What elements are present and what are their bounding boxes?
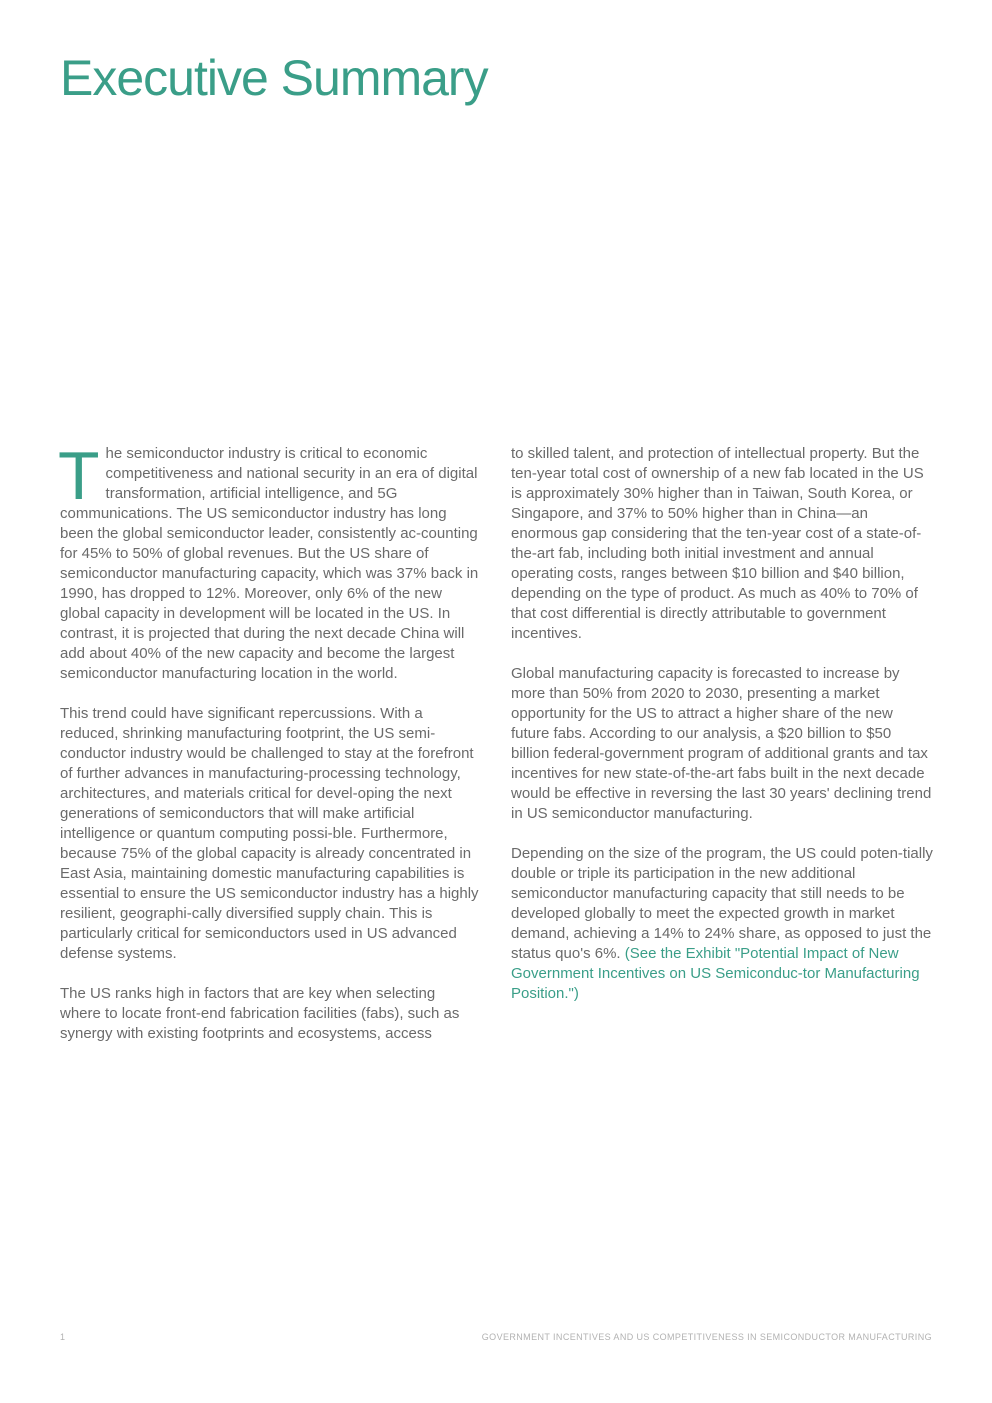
cost-paragraph: to skilled talent, and protection of intellectual property. But the ten-year total cost of ownership of a new fab located in the US is approximately 30% higher than in Taiwan, South Korea, or Singapore, and 37% to 50% higher than in China—an enormous gap considering that the ten-year cost of a state-of-the-art fab, including both initial investment and annual operating costs, ranges between $10 billion and $40 billion, depending on the type of product. As much as 40% to 70% of that cost differential is directly attributable to government incentives. [511,445,924,642]
right-column [511,444,933,1024]
left-column [58,438,480,1064]
ranking-paragraph: The US ranks high in factors that are key when selecting where to locate front-end fabrication facilities (fabs), such as synergy with existing footprints and ecosystems, access [60,985,460,1042]
capacity-paragraph: Global manufacturing capacity is forecasted to increase by more than 50% from 2020 to 2030, presenting a market opportunity for the US to attract a higher share of the new future fabs. According to our analysis, a $20 billion to $50 billion federal-government program of additional grants and tax incentives for new state-of-the-art fabs built in the next decade would be effective in reversing the last 30 years' declining trend in US semiconductor manufacturing. [511,665,932,822]
page-number: 1 [60,1332,66,1342]
page-title: Executive Summary [60,50,488,106]
program-paragraph-text: Depending on the size of the program, the US could poten-tially double or triple its participation in the new additional semiconductor manufacturing capacity that still needs to be developed globally to meet the expected growth in market demand, achieving a 14% to 24% share, as opposed to just the status quo's 6%. [511,845,933,962]
intro-paragraph [58,438,480,684]
drop-cap: T [58,438,100,514]
trend-paragraph: This trend could have significant repercussions. With a reduced, shrinking manufacturing footprint, the US semi-conductor industry would be challenged to stay at the forefront of further advances in manufacturing-processing technology, architectures, and materials critical for devel-oping the next generations of semiconductors that will make artificial intelligence or quantum computing possi-ble. Furthermore, because 75% of the global capacity is already concentrated in East Asia, maintaining domestic manufacturing capabilities is essential to ensure the US semiconductor industry has a highly resilient, geographi-cally diversified supply chain. This is particularly critical for semiconductors used in US advanced defense systems. [60,705,479,962]
running-title: GOVERNMENT INCENTIVES AND US COMPETITIVENESS IN SEMICONDUCTOR MANUFACTURING [481,1332,932,1342]
program-paragraph [511,844,933,1004]
exhibit-link[interactable]: (See the Exhibit "Potential Impact of New Government Incentives on US Semiconduc-tor Manufacturing Position.") [511,945,920,1002]
intro-paragraph-text: he semiconductor industry is critical to economic competitiveness and national security in an era of digital transformation, artificial intelligence, and 5G communications. The US semiconductor industry has long been the global semiconductor leader, consistently ac-counting for 45% to 50% of global revenues. But the US share of semiconductor manufacturing capacity, which was 37% back in 1990, has dropped to 12%. Moreover, only 6% of the new global capacity in development will be located in the US. In contrast, it is projected that during the next decade China will add about 40% of the new capacity and become the largest semiconductor manufacturing location in the world. [60,445,479,682]
